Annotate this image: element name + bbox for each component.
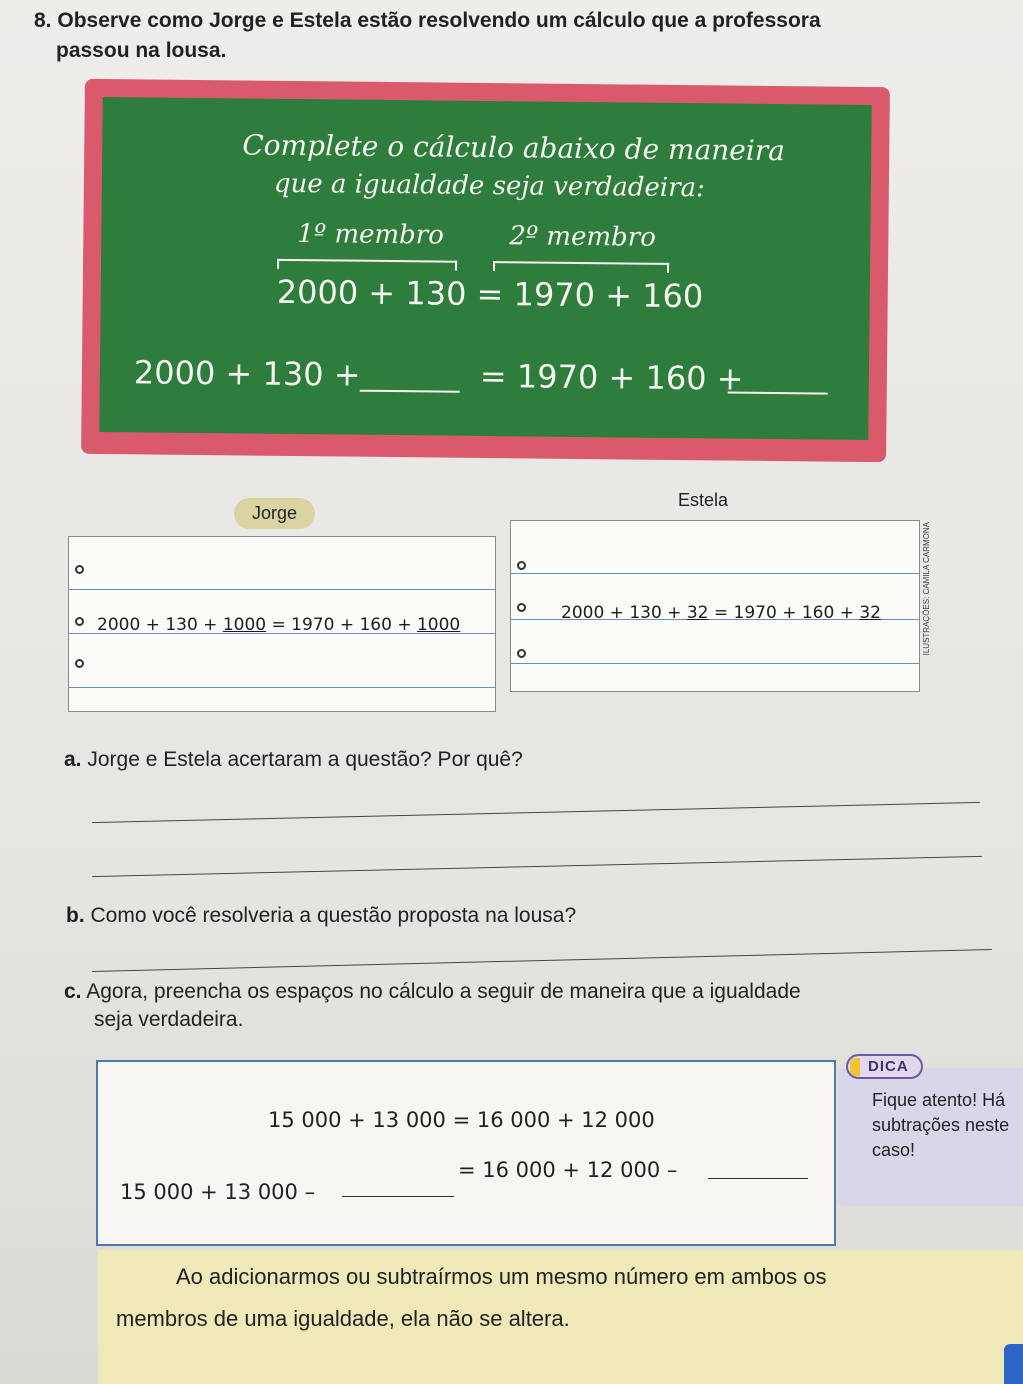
question-heading <box>34 6 934 66</box>
answer-line-a1[interactable] <box>92 802 980 823</box>
board-equation: 2000 + 130 = 1970 + 160 <box>276 272 704 316</box>
item-c-text-line2: seja verdadeira. <box>94 1008 244 1031</box>
board-member1-label: 1º membro <box>297 219 444 251</box>
blank-input-right[interactable] <box>708 1178 808 1179</box>
estela-added-number-left: 32 <box>686 603 709 623</box>
illustration-credit: ILUSTRAÇÕES: CAMILA CARMONA <box>922 522 931 656</box>
estela-calculation <box>561 603 881 623</box>
tip-badge <box>846 1054 923 1079</box>
hole-dot <box>517 649 526 658</box>
question-text-line2: passou na lousa. <box>56 39 227 62</box>
member2-bracket <box>493 261 669 273</box>
notebook-line <box>511 573 919 574</box>
estela-added-number-right: 32 <box>859 603 881 623</box>
board-member2-label: 2º membro <box>509 221 656 253</box>
estela-calc-part1: 2000 + 130 + <box>561 603 687 623</box>
board-blank-left <box>360 390 460 393</box>
item-a <box>64 746 523 774</box>
chalkboard <box>81 79 890 462</box>
rule-note-line1: Ao adicionarmos ou subtraírmos um mesmo número em ambos os <box>176 1264 827 1289</box>
estela-calc-part2: = 1970 + 160 + <box>708 603 860 623</box>
item-a-text: Jorge e Estela acertaram a questão? Por quê? <box>87 748 523 771</box>
page-tab-marker <box>1004 1344 1023 1384</box>
item-c <box>64 978 1004 1034</box>
item-c-label: c. <box>64 980 82 1003</box>
member1-bracket <box>277 259 457 271</box>
hole-dot <box>517 561 526 570</box>
jorge-name-tag: Jorge <box>234 498 315 529</box>
item-b <box>66 902 576 930</box>
item-b-label: b. <box>66 904 85 927</box>
item-a-label: a. <box>64 748 82 771</box>
board-left-expression: 2000 + 130 + <box>133 353 361 394</box>
notebook-line <box>511 663 919 664</box>
item-b-text: Como você resolveria a questão proposta na lousa? <box>90 904 577 927</box>
tip-badge-label: DICA <box>868 1058 909 1075</box>
item-c-text-line1: Agora, preencha os espaços no cálculo a seguir de maneira que a igualdade <box>86 980 801 1003</box>
hole-dot <box>75 565 84 574</box>
jorge-calculation <box>97 615 460 635</box>
estela-name: Estela <box>678 490 729 510</box>
exercise-box <box>96 1060 836 1246</box>
jorge-notebook <box>68 536 496 712</box>
board-right-expression: = 1970 + 160 + <box>479 356 744 398</box>
blank-input-left[interactable] <box>342 1196 454 1197</box>
question-text-line1: Observe como Jorge e Estela estão resolvendo um cálculo que a professora <box>57 9 821 32</box>
box-equation-2-left: 15 000 + 13 000 – <box>120 1180 316 1204</box>
jorge-added-number-left: 1000 <box>222 615 267 635</box>
chalkboard-surface <box>99 97 871 440</box>
jorge-added-number-right: 1000 <box>416 615 461 635</box>
jorge-calc-part2: = 1970 + 160 + <box>266 615 417 635</box>
hole-dot <box>75 617 84 626</box>
board-instruction-line1: Complete o cálculo abaixo de maneira <box>242 128 786 168</box>
notebook-line <box>69 687 495 688</box>
question-number: 8. <box>34 9 52 32</box>
rule-note-line2: membros de uma igualdade, ela não se altera. <box>116 1306 570 1331</box>
hole-dot <box>517 603 526 612</box>
board-instruction-line2: que a igualdade seja verdadeira: <box>273 168 706 204</box>
jorge-calc-part1: 2000 + 130 + <box>97 615 223 635</box>
notebook-line <box>69 589 495 590</box>
box-equation-1: 15 000 + 13 000 = 16 000 + 12 000 <box>268 1108 655 1132</box>
tip-badge-knob <box>850 1058 860 1076</box>
answer-line-b1[interactable] <box>92 949 992 972</box>
answer-line-a2[interactable] <box>92 856 982 877</box>
box-equation-2-right: = 16 000 + 12 000 – <box>458 1158 678 1182</box>
tip-text: Fique atento! Há subtrações neste caso! <box>872 1090 1010 1160</box>
hole-dot <box>75 659 84 668</box>
estela-notebook <box>510 520 920 692</box>
